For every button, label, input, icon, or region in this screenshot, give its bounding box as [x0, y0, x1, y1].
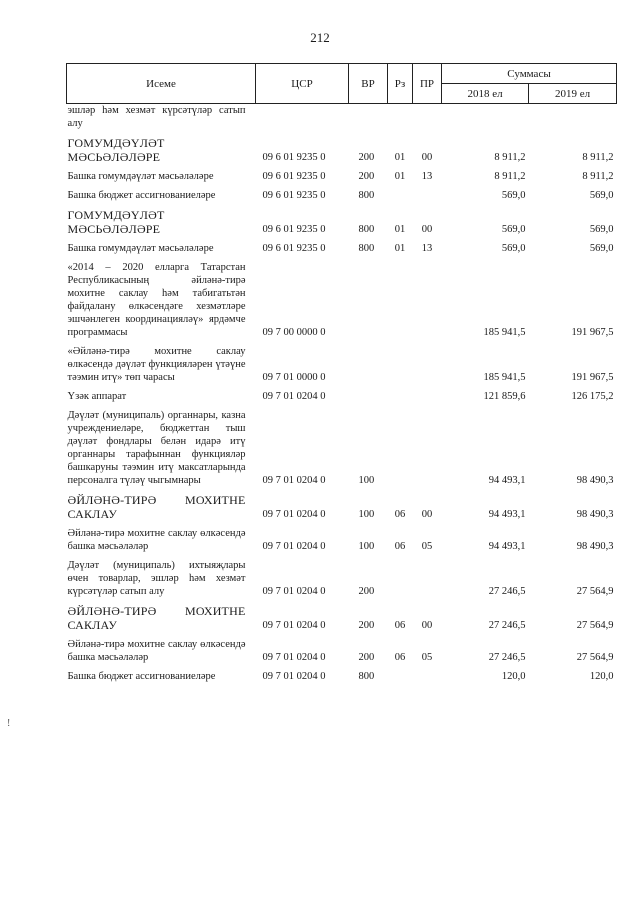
cell-csr	[256, 104, 349, 131]
cell-name: Үзәк аппарат	[67, 391, 127, 402]
cell-csr: 09 7 01 0204 0	[262, 652, 326, 663]
header-vr: ВР	[349, 64, 388, 104]
cell-vr: 200	[358, 171, 375, 182]
cell-name: «2014 – 2020 елларга Татарстан Республикасының әйләнә-тирә мохитне саклау һәм табигатьтән файдалану өлкәсендәге хезмәтләре эшчәнлеген координацияләү» ярдәмче программасы	[67, 262, 246, 338]
cell-name: ГОМУМДӘҮЛӘТ МӘСЬӘЛӘЛӘРЕ	[67, 208, 165, 236]
cell-name: ӘЙЛӘНӘ-ТИРӘ МОХИТНЕ САКЛАУ	[67, 604, 246, 632]
cell-y2019	[529, 104, 617, 131]
cell-rz: 01	[394, 152, 406, 163]
cell-y2018: 8 911,2	[494, 171, 526, 182]
cell-rz: 06	[394, 541, 406, 552]
header-pr: ПР	[413, 64, 442, 104]
table-row	[67, 527, 617, 553]
cell-vr: 200	[358, 652, 375, 663]
table-row	[67, 261, 617, 339]
cell-y2019: 98 490,3	[576, 475, 614, 486]
cell-vr: 100	[358, 509, 375, 520]
cell-pr: 13	[421, 171, 433, 182]
table-row	[67, 242, 617, 255]
cell-y2019: 191 967,5	[571, 372, 614, 383]
cell-pr	[413, 670, 442, 683]
table-row	[67, 208, 617, 236]
cell-vr: 100	[358, 475, 375, 486]
cell-vr: 800	[358, 671, 375, 682]
table-body	[67, 104, 617, 690]
cell-csr: 09 7 01 0204 0	[262, 671, 326, 682]
cell-vr: 800	[358, 190, 375, 201]
header-csr: ЦСР	[256, 64, 349, 104]
cell-rz: 01	[394, 224, 406, 235]
cell-csr: 09 6 01 9235 0	[262, 190, 326, 201]
cell-csr: 09 7 01 0204 0	[262, 541, 326, 552]
cell-pr	[413, 559, 442, 598]
cell-y2019: 98 490,3	[576, 509, 614, 520]
cell-name: ГОМУМДӘҮЛӘТ МӘСЬӘЛӘЛӘРЕ	[67, 136, 165, 164]
cell-name: Башка гомумдәүләт мәсьәләләре	[67, 171, 214, 182]
cell-name: Әйләнә-тирә мохитне саклау өлкәсендә башка мәсьәләләр	[67, 528, 246, 552]
cell-rz	[388, 390, 413, 403]
cell-vr: 200	[358, 152, 375, 163]
cell-pr	[413, 104, 442, 131]
cell-name: эшләр һәм хезмәт күрсәтүләр сатып алу	[67, 105, 246, 129]
header-name: Исеме	[67, 64, 256, 104]
cell-vr	[349, 104, 388, 131]
cell-y2018: 121 859,6	[483, 391, 526, 402]
cell-pr	[413, 261, 442, 339]
row-spacer-cell	[67, 683, 617, 689]
header-rz: Рз	[388, 64, 413, 104]
cell-name: Дәүләт (муниципаль) органнары, казна учреждениеләре, бюджеттан тыш дәүләт фондлары белән идарә итү органнары тарафыннан функцияләр башкаруны тәэмин итү максатларында персоналга түләү чыгымнары	[67, 410, 246, 486]
cell-y2019: 27 564,9	[576, 586, 614, 597]
cell-vr: 800	[358, 224, 375, 235]
cell-csr: 09 6 01 9235 0	[262, 224, 326, 235]
cell-csr: 09 7 01 0000 0	[262, 372, 326, 383]
cell-csr: 09 7 01 0204 0	[262, 620, 326, 631]
cell-csr: 09 6 01 9235 0	[262, 171, 326, 182]
cell-y2018: 185 941,5	[483, 372, 526, 383]
cell-y2019: 98 490,3	[576, 541, 614, 552]
cell-y2019: 27 564,9	[576, 620, 614, 631]
cell-y2018: 569,0	[501, 224, 526, 235]
table-row	[67, 136, 617, 164]
cell-y2018: 8 911,2	[494, 152, 526, 163]
budget-table	[66, 63, 617, 689]
cell-name: Башка гомумдәүләт мәсьәләләре	[67, 243, 214, 254]
cell-y2018: 27 246,5	[488, 586, 526, 597]
cell-y2019: 8 911,2	[582, 152, 614, 163]
cell-name: Башка бюджет ассигнованиеләре	[67, 671, 216, 682]
cell-csr: 09 7 01 0204 0	[262, 509, 326, 520]
table-row	[67, 345, 617, 384]
cell-csr: 09 6 01 9235 0	[262, 243, 326, 254]
cell-rz: 06	[394, 652, 406, 663]
cell-vr: 200	[358, 620, 375, 631]
cell-rz: 01	[394, 171, 406, 182]
cell-y2019: 27 564,9	[576, 652, 614, 663]
table-row	[67, 189, 617, 202]
cell-csr: 09 7 01 0204 0	[262, 475, 326, 486]
table-row	[67, 604, 617, 632]
cell-csr: 09 7 01 0204 0	[262, 391, 326, 402]
table-row	[67, 409, 617, 487]
header-year-2019: 2019 ел	[529, 84, 617, 104]
cell-y2018	[442, 104, 529, 131]
row-spacer	[67, 683, 617, 689]
header-sums: Суммасы	[442, 64, 617, 84]
cell-vr: 800	[358, 243, 375, 254]
cell-vr	[349, 261, 388, 339]
cell-rz: 06	[394, 620, 406, 631]
cell-pr	[413, 409, 442, 487]
cell-vr: 200	[358, 586, 375, 597]
cell-y2018: 94 493,1	[488, 541, 526, 552]
table-row	[67, 559, 617, 598]
cell-rz	[388, 104, 413, 131]
cell-rz	[388, 559, 413, 598]
cell-pr: 00	[421, 224, 433, 235]
cell-rz	[388, 345, 413, 384]
cell-pr: 00	[421, 620, 433, 631]
cell-vr	[349, 390, 388, 403]
header-year-2018: 2018 ел	[442, 84, 529, 104]
cell-csr: 09 7 01 0204 0	[262, 586, 326, 597]
cell-pr	[413, 189, 442, 202]
cell-name: Башка бюджет ассигнованиеләре	[67, 190, 216, 201]
cell-rz: 01	[394, 243, 406, 254]
cell-csr: 09 7 00 0000 0	[262, 327, 326, 338]
cell-y2018: 569,0	[501, 243, 526, 254]
cell-y2018: 27 246,5	[488, 620, 526, 631]
table-row	[67, 638, 617, 664]
cell-rz: 06	[394, 509, 406, 520]
cell-pr: 05	[421, 652, 433, 663]
cell-y2018: 120,0	[501, 671, 526, 682]
cell-pr: 00	[421, 509, 433, 520]
cell-y2019: 569,0	[589, 224, 614, 235]
cell-y2019: 126 175,2	[571, 391, 614, 402]
cell-rz	[388, 189, 413, 202]
cell-name: Әйләнә-тирә мохитне саклау өлкәсендә башка мәсьәләләр	[67, 639, 246, 663]
cell-y2018: 94 493,1	[488, 509, 526, 520]
cell-vr: 100	[358, 541, 375, 552]
table-row	[67, 493, 617, 521]
cell-y2018: 94 493,1	[488, 475, 526, 486]
cell-rz	[388, 409, 413, 487]
cell-name: ӘЙЛӘНӘ-ТИРӘ МОХИТНЕ САКЛАУ	[67, 493, 246, 521]
cell-y2018: 185 941,5	[483, 327, 526, 338]
cell-pr	[413, 390, 442, 403]
cell-pr: 00	[421, 152, 433, 163]
cell-y2019: 569,0	[589, 190, 614, 201]
cell-y2019: 120,0	[589, 671, 614, 682]
table-row	[67, 390, 617, 403]
cell-pr: 05	[421, 541, 433, 552]
cell-y2019: 8 911,2	[582, 171, 614, 182]
table-row	[67, 104, 617, 131]
table-row	[67, 670, 617, 683]
cell-csr: 09 6 01 9235 0	[262, 152, 326, 163]
cell-y2019: 569,0	[589, 243, 614, 254]
cell-vr	[349, 345, 388, 384]
cell-y2018: 27 246,5	[488, 652, 526, 663]
cell-y2018: 569,0	[501, 190, 526, 201]
cell-y2019: 191 967,5	[571, 327, 614, 338]
table-row	[67, 170, 617, 183]
cell-rz	[388, 670, 413, 683]
cell-name: Дәүләт (муниципаль) ихтыяҗлары өчен товарлар, эшләр һәм хезмәт күрсәтүләр сатып алу	[67, 560, 246, 597]
margin-mark: !	[7, 718, 11, 729]
cell-rz	[388, 261, 413, 339]
cell-pr: 13	[421, 243, 433, 254]
page-number: 212	[310, 30, 330, 45]
cell-pr	[413, 345, 442, 384]
table-header	[67, 64, 617, 104]
cell-name: «Әйләнә-тирә мохитне саклау өлкәсендә дәүләт функцияләрен үтәүне тәэмин итү» төп чарасы	[67, 346, 246, 383]
